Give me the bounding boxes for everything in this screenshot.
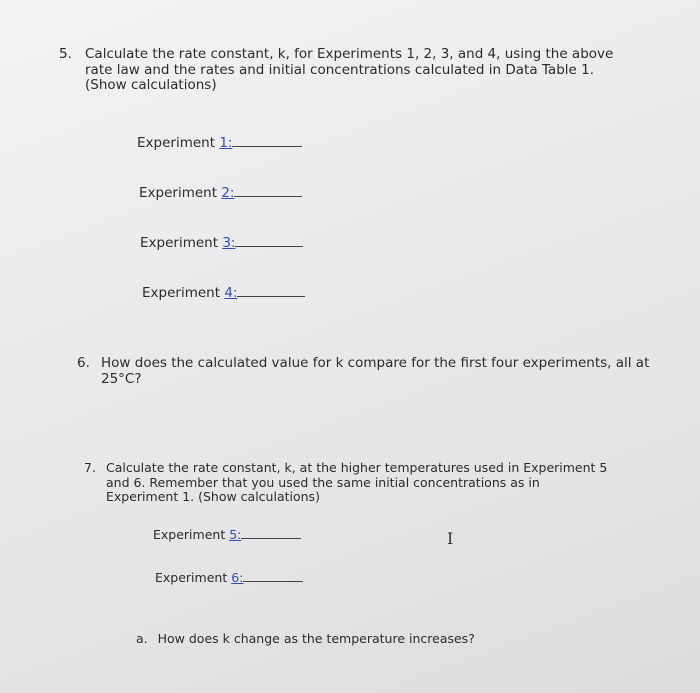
question-7a-letter: a. (136, 631, 148, 646)
question-7a (136, 632, 475, 647)
experiment-2-answer-line[interactable] (234, 184, 302, 197)
experiment-5-answer-line[interactable] (241, 526, 301, 539)
experiment-6-field[interactable] (155, 569, 303, 585)
question-7-line-2: and 6. Remember that you used the same initial concentrations as in (106, 474, 540, 490)
question-6-number: 6. (77, 355, 90, 371)
experiment-1-field[interactable] (137, 134, 302, 151)
experiment-6-label: Experiment (155, 570, 228, 585)
question-7a-text: How does k change as the temperature increases? (157, 631, 475, 646)
question-6-line-2: 25°C? (101, 370, 142, 387)
question-6-line-1: How does the calculated value for k compare for the first four experiments, all at (101, 355, 650, 371)
experiment-3-label: Experiment (140, 235, 219, 251)
experiment-3-answer-line[interactable] (235, 234, 303, 247)
text-cursor-icon: I (447, 529, 454, 548)
question-5-text (85, 47, 613, 94)
question-7-line-3: Experiment 1. (Show calculations) (106, 489, 320, 504)
experiment-4-field[interactable] (142, 284, 305, 301)
experiment-2-field[interactable] (139, 184, 302, 201)
experiment-3-id: 3: (222, 235, 236, 251)
question-7-line-1: Calculate the rate constant, k, at the higher temperatures used in Experiment 5 (106, 460, 608, 475)
question-6 (77, 356, 677, 390)
question-6-text (101, 356, 649, 387)
question-7 (84, 461, 644, 507)
experiment-2-label: Experiment (139, 185, 218, 201)
question-5-number: 5. (59, 46, 72, 62)
question-7-number: 7. (84, 460, 96, 475)
question-5 (59, 47, 659, 97)
experiment-4-label: Experiment (142, 285, 221, 301)
experiment-2-id: 2: (221, 185, 235, 201)
experiment-1-id: 1: (219, 135, 233, 151)
experiment-6-id: 6: (231, 570, 244, 585)
question-7-text (106, 461, 607, 505)
experiment-5-id: 5: (229, 527, 242, 542)
experiment-5-field[interactable] (153, 526, 301, 542)
question-5-line-1: Calculate the rate constant, k, for Experiments 1, 2, 3, and 4, using the above (85, 46, 614, 62)
question-5-line-3: (Show calculations) (85, 77, 217, 93)
experiment-4-answer-line[interactable] (237, 284, 305, 297)
experiment-1-label: Experiment (137, 135, 216, 151)
experiment-6-answer-line[interactable] (243, 569, 303, 582)
question-5-line-2: rate law and the rates and initial concentrations calculated in Data Table 1. (85, 61, 594, 78)
experiment-4-id: 4: (224, 285, 238, 301)
experiment-1-answer-line[interactable] (232, 134, 302, 147)
experiment-3-field[interactable] (140, 234, 303, 251)
experiment-5-label: Experiment (153, 527, 226, 542)
